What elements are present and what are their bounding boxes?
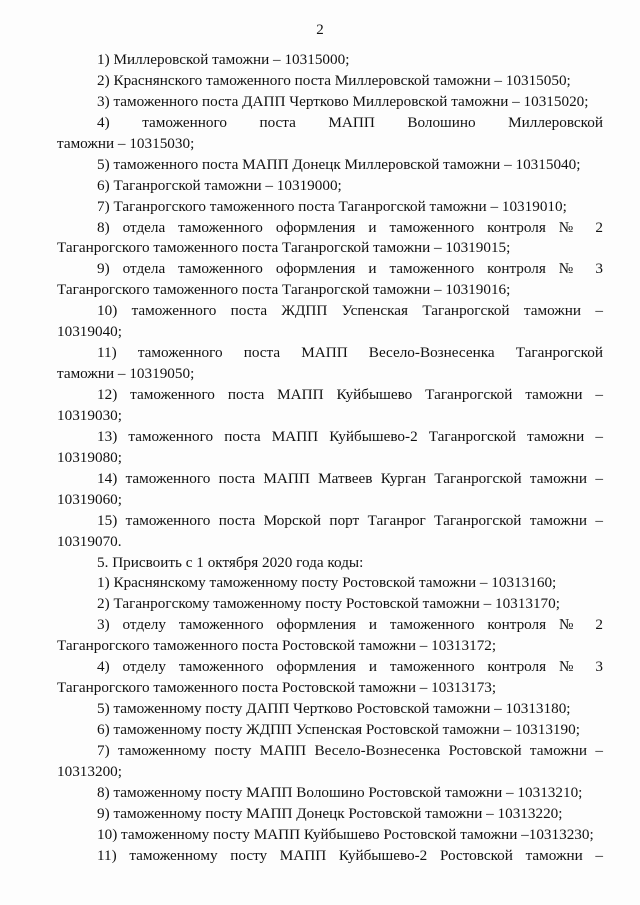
text-line: 10319030; bbox=[57, 406, 122, 424]
text-line: 11) таможенного поста МАПП Весело-Вознесенка Таганрогской bbox=[97, 344, 603, 362]
text-line: 13) таможенного поста МАПП Куйбышево-2 Таганрогской таможни – bbox=[97, 427, 603, 445]
text-line: 6) Таганрогской таможни – 10319000; bbox=[97, 176, 342, 194]
text-line: Таганрогского таможенного поста Ростовской таможни – 10313172; bbox=[57, 637, 497, 655]
text-line: 5. Присвоить с 1 октября 2020 года коды: bbox=[97, 553, 364, 571]
text-line: 10319070. bbox=[57, 532, 122, 550]
text-line: 6) таможенному посту ЖДПП Успенская Ростовской таможни – 10313190; bbox=[97, 721, 580, 738]
text-line: Таганрогского таможенного поста Таганрогской таможни – 10319015; bbox=[57, 239, 511, 257]
text-line: 10) таможенного поста ЖДПП Успенская Таганрогской таможни – bbox=[97, 302, 603, 320]
text-line: 11) таможенному посту МАПП Куйбышево-2 Ростовской таможни – bbox=[97, 846, 603, 864]
text-line: 10313200; bbox=[57, 762, 122, 780]
text-line: Таганрогского таможенного поста Ростовской таможни – 10313173; bbox=[57, 679, 497, 697]
text-line: 5) таможенного поста МАПП Донецк Миллеровской таможни – 10315040; bbox=[97, 155, 581, 173]
text-line: таможни – 10315030; bbox=[57, 134, 195, 152]
document-body bbox=[57, 50, 603, 867]
text-line: 15) таможенного поста Морской порт Таганрог Таганрогской таможни – bbox=[97, 511, 603, 529]
text-line: 12) таможенного поста МАПП Куйбышево Таганрогской таможни – bbox=[97, 386, 603, 403]
text-line: 1) Миллеровской таможни – 10315000; bbox=[97, 51, 350, 68]
text-line: 2) Краснянского таможенного поста Миллеровской таможни – 10315050; bbox=[97, 71, 571, 89]
text-line: 10319040; bbox=[57, 323, 122, 341]
text-line: Таганрогского таможенного поста Таганрогской таможни – 10319016; bbox=[57, 281, 511, 299]
text-line: 9) отдела таможенного оформления и таможенного контроля № 3 bbox=[97, 260, 603, 278]
text-line: 9) таможенному посту МАПП Донецк Ростовской таможни – 10313220; bbox=[97, 804, 563, 822]
text-line: 10) таможенному посту МАПП Куйбышево Ростовской таможни –10313230; bbox=[97, 825, 594, 843]
text-line: 3) таможенного поста ДАПП Чертково Миллеровской таможни – 10315020; bbox=[97, 92, 589, 110]
text-line: таможни – 10319050; bbox=[57, 365, 195, 383]
text-line: 8) отдела таможенного оформления и таможенного контроля № 2 bbox=[97, 218, 603, 236]
text-line: 8) таможенному посту МАПП Волошино Ростовской таможни – 10313210; bbox=[97, 783, 583, 801]
text-line: 7) Таганрогского таможенного поста Таганрогской таможни – 10319010; bbox=[97, 197, 567, 215]
text-line: 7) таможенному посту МАПП Весело-Вознесенка Ростовской таможни – bbox=[97, 741, 603, 759]
text-line: 4) отделу таможенного оформления и таможенного контроля № 3 bbox=[97, 658, 603, 676]
text-line: 3) отделу таможенного оформления и таможенного контроля № 2 bbox=[97, 616, 603, 634]
text-line: 4) таможенного поста МАПП Волошино Миллеровской bbox=[97, 113, 603, 131]
text-line: 14) таможенного поста МАПП Матвеев Курган Таганрогской таможни – bbox=[97, 469, 603, 487]
text-line: 1) Краснянскому таможенному посту Ростовской таможни – 10313160; bbox=[97, 574, 557, 592]
text-line: 10319060; bbox=[57, 490, 122, 508]
text-line: 5) таможенному посту ДАПП Чертково Ростовской таможни – 10313180; bbox=[97, 700, 571, 718]
text-line: 2) Таганрогскому таможенному посту Ростовской таможни – 10313170; bbox=[97, 595, 560, 613]
text-line: 10319080; bbox=[57, 448, 122, 466]
page-number: 2 bbox=[316, 22, 324, 38]
